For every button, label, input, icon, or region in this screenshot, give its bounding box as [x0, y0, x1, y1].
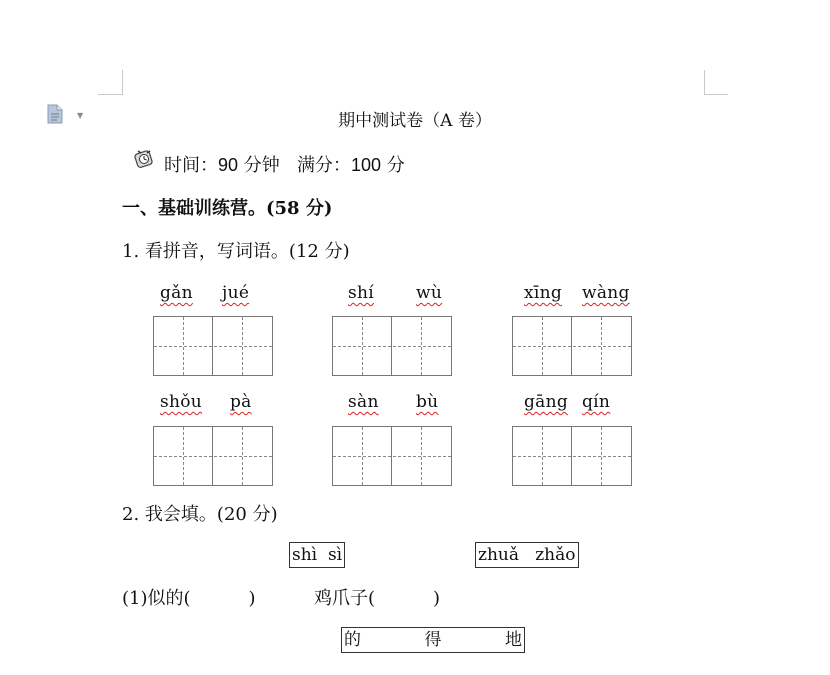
pinyin-option: sì	[327, 545, 343, 565]
pinyin-syllable: wù	[416, 283, 443, 303]
score-value: 100	[350, 155, 381, 175]
paren-close: )	[433, 588, 441, 609]
time-and-score-line	[164, 151, 405, 177]
pinyin-option: zhuǎ	[478, 545, 519, 565]
pinyin-choice-box	[475, 542, 579, 568]
paren-close: )	[248, 588, 256, 609]
character-choice-box	[341, 627, 525, 653]
crop-mark-top-left-vertical	[122, 70, 123, 95]
pinyin-choice-box	[289, 542, 345, 568]
pinyin-syllable: wàng	[582, 283, 630, 303]
clock-icon	[133, 148, 155, 168]
question-2	[122, 500, 278, 526]
question-number: 2.	[122, 504, 140, 525]
time-value: 90	[218, 155, 239, 175]
crop-mark-top-left-horizontal	[98, 94, 122, 95]
fill-item	[314, 584, 440, 610]
pinyin-syllable: gāng	[524, 392, 569, 412]
crop-mark-top-right-vertical	[704, 70, 705, 95]
score-label: 满分：	[296, 155, 351, 176]
pinyin-syllable: xīng	[524, 283, 563, 303]
pinyin-syllable: pà	[230, 392, 252, 412]
pinyin-option: zhǎo	[535, 545, 576, 565]
time-unit: 分钟	[243, 155, 280, 176]
pinyin-syllable: gǎn	[160, 283, 193, 303]
time-label: 时间：	[164, 155, 218, 176]
pinyin-syllable: qín	[582, 392, 611, 412]
writing-grid[interactable]	[512, 426, 632, 486]
score-unit: 分	[386, 155, 405, 176]
character-option: 得	[424, 630, 442, 650]
page-title: 期中测试卷（A 卷）	[338, 111, 492, 131]
writing-grid[interactable]	[332, 316, 452, 376]
fill-item-word: 鸡爪子(	[314, 588, 376, 609]
question-prompt: 我会填。(20 分)	[144, 504, 278, 525]
pinyin-syllable: jué	[222, 283, 250, 303]
writing-grid[interactable]	[153, 316, 273, 376]
character-option: 的	[344, 630, 361, 650]
fill-item-prefix: (1)似的(	[122, 588, 191, 609]
writing-grid[interactable]	[512, 316, 632, 376]
dropdown-caret-icon[interactable]: ▼	[77, 111, 84, 120]
fill-item	[122, 584, 256, 610]
crop-mark-top-right-horizontal	[704, 94, 728, 95]
question-1	[122, 237, 350, 263]
question-number: 1.	[122, 241, 140, 262]
pinyin-syllable: sàn	[348, 392, 379, 412]
section-heading: 一、基础训练营。(58 分)	[122, 198, 333, 219]
pinyin-option: shì	[292, 545, 318, 565]
pinyin-syllable: bù	[416, 392, 439, 412]
writing-grid[interactable]	[332, 426, 452, 486]
character-option: 地	[505, 630, 522, 650]
pinyin-syllable: shǒu	[160, 392, 203, 412]
pinyin-syllable: shí	[348, 283, 375, 303]
question-prompt: 看拼音，写词语。(12 分)	[144, 241, 350, 262]
writing-grid[interactable]	[153, 426, 273, 486]
